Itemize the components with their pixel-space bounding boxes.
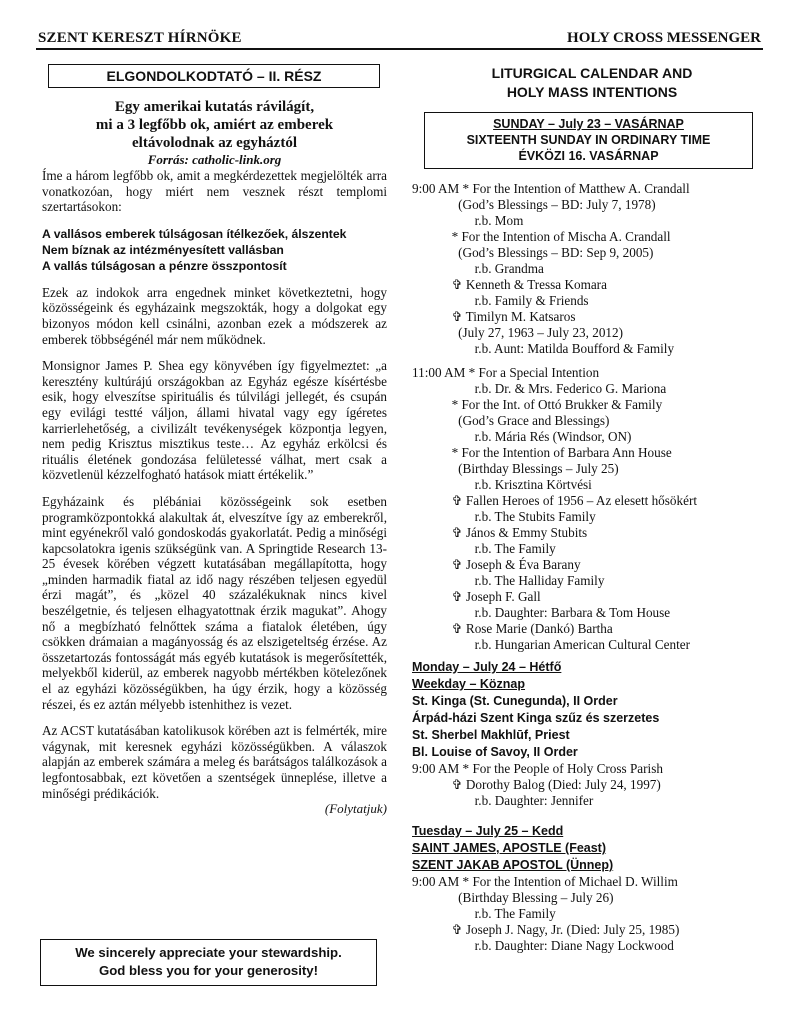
reason-item: Nem bíznak az intézményesített vallásban [42, 242, 284, 257]
article-source: Forrás: catholic-link.org [147, 152, 282, 167]
intention-line: 11:00 AM * For a Special Intention [412, 365, 600, 380]
intention-line: 9:00 AM * For the People of Holy Cross Parish [412, 761, 663, 776]
sunday-feast-hu: ÉVKÖZI 16. VASÁRNAP [518, 149, 659, 163]
headline-line: mi a 3 legfőbb ok, amiért az emberek [95, 117, 334, 133]
intention-line: r.b. Mária Rés (Windsor, ON) [412, 429, 632, 444]
monday-weekday: Weekday – Köznap [412, 677, 526, 691]
header-right: HOLY CROSS MESSENGER [567, 30, 761, 46]
reason-item: A vallás túlságosan a pénzre összpontosít [42, 258, 287, 273]
intention-line: * For the Intention of Barbara Ann House [412, 445, 672, 460]
stewardship-line: God bless you for your generosity! [98, 963, 319, 978]
intention-line: (Birthday Blessings – July 25) [412, 461, 619, 476]
intention-line: r.b. Dr. & Mrs. Federico G. Mariona [412, 381, 667, 396]
intention-line: r.b. Mom [412, 213, 524, 228]
monday-saint: St. Kinga (St. Cunegunda), II Order [412, 694, 618, 708]
paragraph-1: Ezek az indokok arra engednek minket következtetni, hogy közösségeink és egyházaink megszokták, hogy a dolgokat egy bizonyos módon kell csinálni, azonban ezek a módszerek az emberek többségénél már nem működnek. [42, 284, 387, 347]
paragraph-2: Monsignor James P. Shea egy könyvében így figyelmeztet: „a keresztény kultúrájú országokban az Egyház egésze kísértésbe esik, hogy elveszítse spirituális és túlvilági jellegét, és csupán egy evilági testté váljon, állami hivatal vagy egy ígéretes karrierlehetőség, a civilizált tevékenységek központja legyen, nem pedig Krisztus misztikus teste… Az egyház erkölcsi és rituális életének gondozása felületessé válhat, mert csak a közvetlenül kézzelfogható hatások miatt értékelik.” [42, 358, 387, 483]
intention-line: r.b. The Stubits Family [412, 509, 596, 524]
intention-line: r.b. The Family [412, 541, 556, 556]
intention-line: r.b. Family & Friends [412, 293, 589, 308]
sunday-feast-en: SIXTEENTH SUNDAY IN ORDINARY TIME [466, 133, 711, 147]
tuesday-feast-en: SAINT JAMES, APOSTLE (Feast) [412, 841, 607, 855]
intention-line: (God’s Blessings – BD: July 7, 1978) [412, 197, 656, 212]
intention-line: (July 27, 1963 – July 23, 2012) [412, 325, 623, 340]
reasons-list [42, 226, 387, 274]
intention-line: ✞ János & Emmy Stubits [412, 525, 588, 540]
headline-line: Egy amerikai kutatás rávilágít, [114, 99, 315, 115]
calendar-title-line: LITURGICAL CALENDAR AND [491, 65, 693, 81]
tuesday-feast-hu: SZENT JAKAB APOSTOL (Ünnep) [412, 858, 614, 872]
intention-line: r.b. Krisztina Körtvési [412, 477, 592, 492]
reason-item: A vallásos emberek túlságosan ítélkezőek, álszentek [42, 226, 347, 241]
left-column [42, 64, 387, 816]
intention-line: r.b. Grandma [412, 261, 544, 276]
tuesday-headings [412, 823, 772, 874]
calendar-title-line: HOLY MASS INTENTIONS [506, 84, 678, 100]
intention-line: (God’s Grace and Blessings) [412, 413, 610, 428]
intention-line: ✞ Rose Marie (Dankó) Bartha [412, 621, 613, 636]
sunday-date: SUNDAY – July 23 – VASÁRNAP [493, 117, 684, 131]
intention-line: * For the Int. of Ottó Brukker & Family [412, 397, 663, 412]
intro-paragraph: Íme a három legfőbb ok, amit a megkérdezettek megjelölték arra vonatkozóan, hogy miért nem vesznek részt templomi szertartásokon: [42, 168, 387, 215]
stewardship-box [40, 939, 377, 986]
intention-line: ✞ Kenneth & Tressa Komara [412, 277, 607, 292]
intention-line: r.b. Aunt: Matilda Boufford & Family [412, 341, 675, 356]
sunday-intentions [412, 181, 772, 653]
monday-intentions [412, 761, 772, 809]
intention-line: ✞ Dorothy Balog (Died: July 24, 1997) [412, 777, 661, 792]
intention-line: r.b. The Halliday Family [412, 573, 605, 588]
right-column [412, 64, 772, 954]
calendar-title [412, 64, 772, 102]
intention-line: ✞ Timilyn M. Katsaros [412, 309, 576, 324]
stewardship-line: We sincerely appreciate your stewardship. [75, 945, 342, 960]
monday-saint: Bl. Louise of Savoy, II Order [412, 745, 578, 759]
intention-line: 9:00 AM * For the Intention of Matthew A. Crandall [412, 181, 690, 196]
intention-line: r.b. Daughter: Jennifer [412, 793, 594, 808]
intention-line: r.b. The Family [412, 906, 556, 921]
headline-line: eltávolodnak az egyháztól [132, 135, 297, 151]
sunday-box [424, 112, 753, 169]
continued-note: (Folytatjuk) [324, 801, 387, 817]
intention-line: (Birthday Blessing – July 26) [412, 890, 614, 905]
intention-line: (God’s Blessings – BD: Sep 9, 2005) [412, 245, 654, 260]
intention-line: * For the Intention of Mischa A. Crandall [412, 229, 671, 244]
monday-headings [412, 659, 772, 761]
intention-line: r.b. Hungarian American Cultural Center [412, 637, 690, 652]
monday-saint: St. Sherbel Makhlūf, Priest [412, 728, 570, 742]
tuesday-date: Tuesday – July 25 – Kedd [412, 824, 564, 838]
intention-line: ✞ Fallen Heroes of 1956 – Az elesett hősökért [412, 493, 697, 508]
article-headline [42, 98, 387, 152]
monday-date: Monday – July 24 – Hétfő [412, 660, 562, 674]
article-box-title: ELGONDOLKODTATÓ – II. RÉSZ [48, 64, 380, 88]
monday-saint: Árpád-házi Szent Kinga szűz és szerzetes [412, 711, 660, 725]
intention-line: ✞ Joseph J. Nagy, Jr. (Died: July 25, 1985) [412, 922, 680, 937]
intention-line [412, 357, 772, 365]
header-left: SZENT KERESZT HÍRNÖKE [38, 30, 242, 46]
intention-line: r.b. Daughter: Barbara & Tom House [412, 605, 671, 620]
paragraph-3: Egyházaink és plébániai közösségeink sok esetben programközpontokká alakultak át, elveszítve így az emberekről, mint egyénekről való gondoskodás gyakorlatát. Pedig a minőségi kapcsolatokra igenis szükségünk van. A Springtide Research 13-25 évesek körében végzett kutatásában megállapította, hogy „minden harmadik fiatal az idő nagy részében teljesen egyedül érzi magát”, és „közel 40 százalékuknak nincs kivel beszélgetnie, és teljesen elhagyatottnak érzik magukat”. Ahogy nő a megbízható felnőttek száma a fiatalok életében, úgy csökken drámaian a magányosság és az elszigeteltség érzése. Az összetartozás fontosságát más egyéb kutatások is megerősítették, melyekből kiderül, az emberek nagyobb mértékben kötelezőnek el az egyházi közösségükben, ha úgy érzik, hogy a közösség részei, és ez aztán mélyebb istenhithez is vezet. [42, 493, 387, 712]
intention-line: r.b. Daughter: Diane Nagy Lockwood [412, 938, 674, 953]
paragraph-4: Az ACST kutatásában katolikusok körében azt is felmérték, mire vágynak, mit keresnek egyházi közösségükben. A válaszok alapján az emberek számára a meleg és barátságos találkozások a legfontosabbak, ezt követően a szentségek ünneplése, illetve a minőségi prédikációk. [42, 723, 387, 801]
intention-line: ✞ Joseph & Éva Barany [412, 557, 581, 572]
tuesday-intentions [412, 874, 772, 954]
header-rule [36, 48, 763, 50]
intention-line: 9:00 AM * For the Intention of Michael D. Willim [412, 874, 678, 889]
intention-line: ✞ Joseph F. Gall [412, 589, 541, 604]
